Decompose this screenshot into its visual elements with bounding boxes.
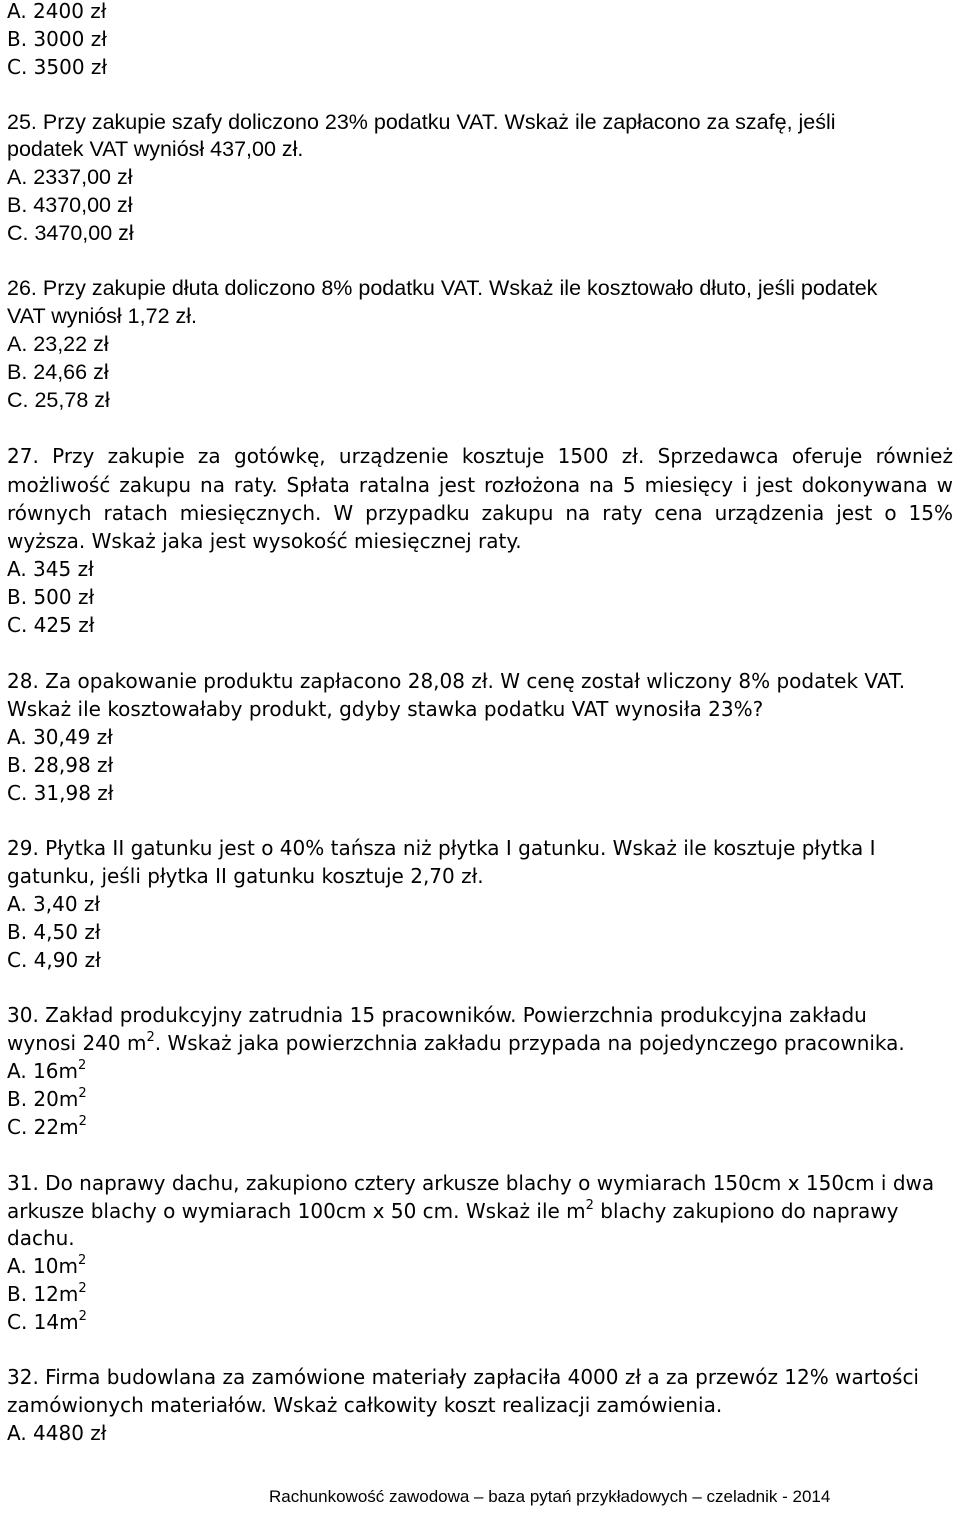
superscript: 2 bbox=[146, 1030, 155, 1045]
question-27-text: równych ratach miesięcznych. W przypadku zakupu na raty cena urządzenia jest o 15% bbox=[7, 501, 953, 525]
option-a: A. 345 zł bbox=[7, 557, 94, 581]
superscript: 2 bbox=[78, 1309, 87, 1324]
page-footer: Rachunkowość zawodowa – baza pytań przykładowych – czeladnik - 2014 bbox=[269, 1487, 831, 1506]
option-b: B. 3000 zł bbox=[7, 27, 107, 51]
option-label: A. 16m bbox=[7, 1059, 78, 1083]
question-26-text: VAT wyniósł 1,72 zł. bbox=[7, 304, 197, 328]
option-label: B. 20m bbox=[7, 1087, 79, 1111]
option-a: A. 30,49 zł bbox=[7, 725, 113, 749]
option-b bbox=[7, 1085, 87, 1113]
question-32-text: 32. Firma budowlana za zamówione materiały zapłaciła 4000 zł a za przewóz 12% wartości bbox=[7, 1365, 919, 1389]
question-28-text: 28. Za opakowanie produktu zapłacono 28,08 zł. W cenę został wliczony 8% podatek VAT. bbox=[7, 669, 906, 693]
option-label: A. 10m bbox=[7, 1254, 78, 1278]
question-30-text bbox=[7, 1029, 905, 1057]
question-31-text: 31. Do naprawy dachu, zakupiono cztery arkusze blachy o wymiarach 150cm x 150cm i dwa bbox=[7, 1171, 935, 1195]
option-c: C. 3470,00 zł bbox=[7, 221, 134, 245]
option-a: A. 23,22 zł bbox=[7, 332, 109, 356]
option-b: B. 4370,00 zł bbox=[7, 193, 133, 217]
question-27-text: wyższa. Wskaż jaka jest wysokość miesięcznej raty. bbox=[7, 529, 522, 553]
question-29-text: 29. Płytka II gatunku jest o 40% tańsza niż płytka I gatunku. Wskaż ile kosztuje płytka I bbox=[7, 836, 876, 860]
question-26-text: 26. Przy zakupie dłuta doliczono 8% podatku VAT. Wskaż ile kosztowało dłuto, jeśli podatek bbox=[7, 276, 878, 300]
question-29-text: gatunku, jeśli płytka II gatunku kosztuje 2,70 zł. bbox=[7, 864, 484, 888]
option-a bbox=[7, 1252, 86, 1280]
option-label: B. 12m bbox=[7, 1282, 79, 1306]
text-fragment: . Wskaż jaka powierzchnia zakładu przypada na pojedynczego pracownika. bbox=[154, 1031, 905, 1055]
question-27-text: możliwość zakupu na raty. Spłata ratalna jest rozłożona na 5 miesięcy i jest dokonywana w bbox=[7, 473, 953, 497]
option-label: C. 22m bbox=[7, 1115, 79, 1139]
question-31-text: dachu. bbox=[7, 1226, 75, 1250]
superscript: 2 bbox=[78, 1086, 87, 1101]
superscript: 2 bbox=[77, 1058, 87, 1073]
option-a: A. 3,40 zł bbox=[7, 892, 101, 916]
option-c: C. 31,98 zł bbox=[7, 781, 114, 805]
question-25-text: 25. Przy zakupie szafy doliczono 23% podatku VAT. Wskaż ile zapłacono za szafę, jeśli bbox=[7, 110, 836, 134]
question-25-text: podatek VAT wyniósł 437,00 zł. bbox=[7, 137, 304, 161]
text-fragment: blachy zakupiono do naprawy bbox=[593, 1199, 899, 1223]
option-b: B. 500 zł bbox=[7, 585, 95, 609]
superscript: 2 bbox=[77, 1253, 87, 1268]
option-c: C. 4,90 zł bbox=[7, 948, 101, 972]
option-a: A. 4480 zł bbox=[7, 1421, 107, 1445]
text-fragment: arkusze blachy o wymiarach 100cm x 50 cm. Wskaż ile m bbox=[7, 1199, 586, 1223]
option-b bbox=[7, 1280, 87, 1308]
question-31-text bbox=[7, 1197, 898, 1225]
text-fragment: wynosi 240 m bbox=[7, 1031, 147, 1055]
option-c bbox=[7, 1308, 87, 1336]
question-32-text: zamówionych materiałów. Wskaż całkowity koszt realizacji zamówienia. bbox=[7, 1393, 723, 1417]
superscript: 2 bbox=[78, 1114, 87, 1129]
option-a: A. 2337,00 zł bbox=[7, 165, 133, 189]
superscript: 2 bbox=[78, 1281, 87, 1296]
question-28-text: Wskaż ile kosztowałaby produkt, gdyby stawka podatku VAT wynosiła 23%? bbox=[7, 697, 764, 721]
option-c: C. 425 zł bbox=[7, 613, 95, 637]
question-30-text: 30. Zakład produkcyjny zatrudnia 15 pracowników. Powierzchnia produkcyjna zakładu bbox=[7, 1003, 867, 1027]
question-27-text: 27. Przy zakupie za gotówkę, urządzenie kosztuje 1500 zł. Sprzedawca oferuje również bbox=[7, 444, 953, 468]
option-label: C. 14m bbox=[7, 1310, 79, 1334]
option-b: B. 28,98 zł bbox=[7, 753, 114, 777]
superscript: 2 bbox=[585, 1198, 594, 1213]
option-a bbox=[7, 1057, 86, 1085]
option-c bbox=[7, 1113, 87, 1141]
option-c: C. 25,78 zł bbox=[7, 388, 110, 412]
option-b: B. 24,66 zł bbox=[7, 360, 109, 384]
option-c: C. 3500 zł bbox=[7, 55, 108, 79]
option-a: A. 2400 zł bbox=[7, 0, 107, 23]
option-b: B. 4,50 zł bbox=[7, 920, 101, 944]
